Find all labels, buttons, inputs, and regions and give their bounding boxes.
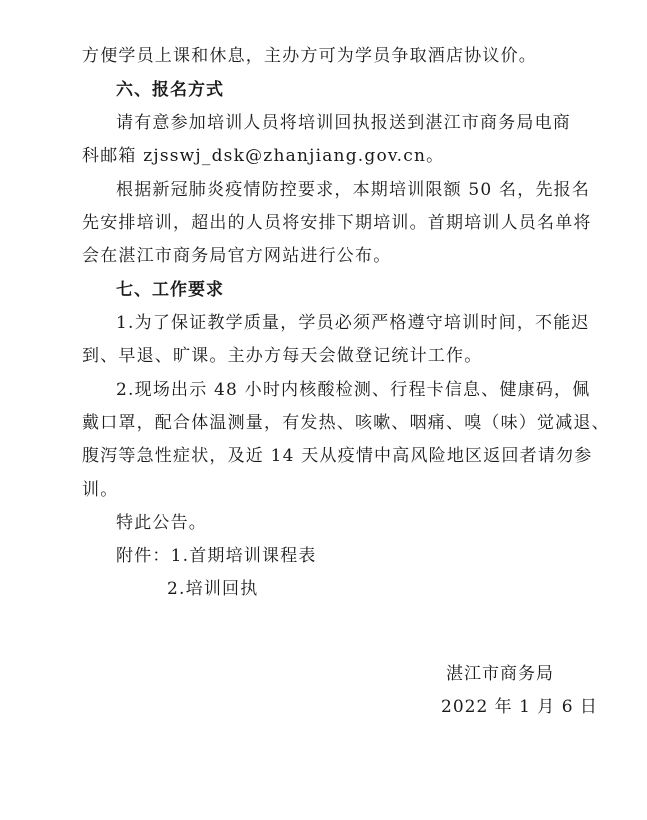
section-heading-requirements: 七、工作要求 <box>116 280 224 300</box>
paragraph-quota-line-1: 根据新冠肺炎疫情防控要求，本期培训限额 50 名，先报名 <box>116 180 591 200</box>
requirement-2-line-3: 腹泻等急性症状，及近 14 天从疫情中高风险地区返回者请勿参 <box>82 446 593 466</box>
paragraph-registration-line-2: 科邮箱 zjsswj_dsk@zhanjiang.gov.cn。 <box>82 146 445 166</box>
requirement-2-line-4: 训。 <box>82 480 119 500</box>
paragraph-quota-line-2: 先安排培训，超出的人员将安排下期培训。首期培训人员名单将 <box>82 213 592 233</box>
signature-date: 2022 年 1 月 6 日 <box>441 697 598 717</box>
requirement-2-line-2: 戴口罩，配合体温测量，有发热、咳嗽、咽痛、嗅（味）觉减退、 <box>82 413 610 433</box>
closing-notice: 特此公告。 <box>116 513 207 533</box>
signature-organization: 湛江市商务局 <box>446 664 554 684</box>
paragraph-hotel-line: 方便学员上课和休息，主办方可为学员争取酒店协议价。 <box>82 46 537 66</box>
paragraph-quota-line-3: 会在湛江市商务局官方网站进行公布。 <box>82 246 392 266</box>
attachment-1: 附件：1.首期培训课程表 <box>116 546 317 566</box>
paragraph-registration-line-1: 请有意参加培训人员将培训回执报送到湛江市商务局电商 <box>116 113 571 133</box>
requirement-1-line-2: 到、早退、旷课。主办方每天会做登记统计工作。 <box>82 346 483 366</box>
requirement-2-line-1: 2.现场出示 48 小时内核酸检测、行程卡信息、健康码，佩 <box>116 380 591 400</box>
attachment-2: 2.培训回执 <box>167 579 259 599</box>
requirement-1-line-1: 1.为了保证教学质量，学员必须严格遵守培训时间，不能迟 <box>116 313 590 333</box>
section-heading-registration: 六、报名方式 <box>116 80 224 100</box>
